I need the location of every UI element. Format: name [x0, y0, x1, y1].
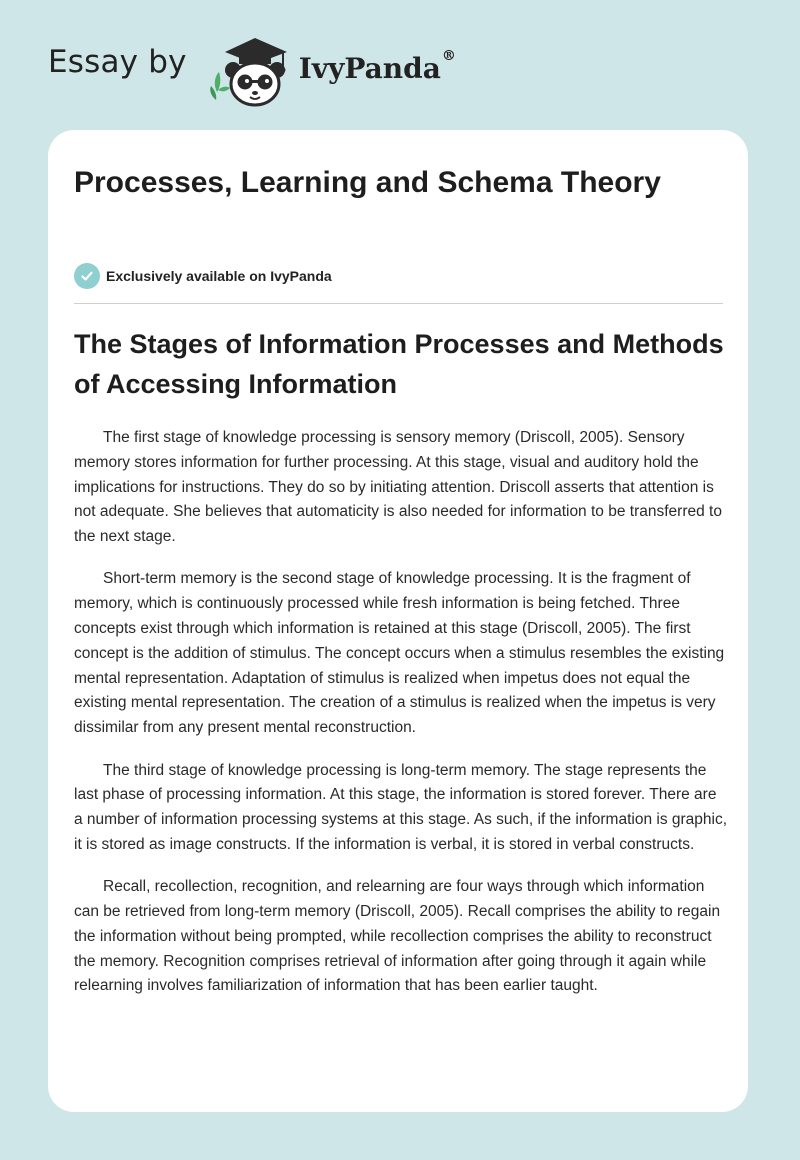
section-heading: The Stages of Information Processes and Methods of Accessing Information — [74, 329, 724, 399]
paragraph: The first stage of knowledge processing is sensory memory (Driscoll, 2005). Sensory memory stores information for further processing. At this stage, visual and auditory hold the implications for instructions. They do so by initiating attention. Driscoll asserts that attention is not adequate. She believes that automaticity is also needed for information to be transferred to the next stage. — [74, 429, 722, 546]
divider — [74, 303, 723, 304]
brand-prefix: Essay by — [48, 44, 187, 80]
check-circle-icon — [74, 263, 100, 289]
brand-header — [48, 30, 456, 110]
badge-text: Exclusively available on IvyPanda — [106, 268, 332, 284]
paragraph: The third stage of knowledge processing is long-term memory. The stage represents the last phase of processing information. At this stage, the information is stored forever. There are a number of information processing systems at this stage. As such, if the information is graphic, it is stored as image constructs. If the information is verbal, it is stored in verbal constructs. — [74, 761, 728, 853]
brand-name: IvyPanda® — [298, 47, 456, 85]
essay-body — [74, 426, 728, 1017]
paragraph: Short-term memory is the second stage of knowledge processing. It is the fragment of memory, which is continuously processed while fresh information is being fetched. Three concepts exist through which information is retained at this stage (Driscoll, 2005). The first concept is the addition of stimulus. The concept occurs when a stimulus resembles the existing mental representation. Adaptation of stimulus is realized when impetus does not equal the existing mental representation. The creation of a stimulus is realized when the impetus is very dissimilar from any present mental reconstruction. — [74, 570, 725, 737]
exclusive-badge — [74, 263, 332, 289]
registered-mark: ® — [441, 47, 456, 64]
paragraph: Recall, recollection, recognition, and relearning are four ways through which information can be retrieved from long-term memory (Driscoll, 2005). Recall comprises the ability to regain the information without being prompted, while recollection comprises the ability to reconstruct the memory. Recognition comprises retrieval of information after going through it again while relearning involves familiarization of information that has been earlier taught. — [74, 878, 721, 995]
essay-card — [48, 130, 748, 1112]
essay-title: Processes, Learning and Schema Theory — [74, 166, 661, 199]
panda-graduate-icon — [203, 30, 295, 110]
